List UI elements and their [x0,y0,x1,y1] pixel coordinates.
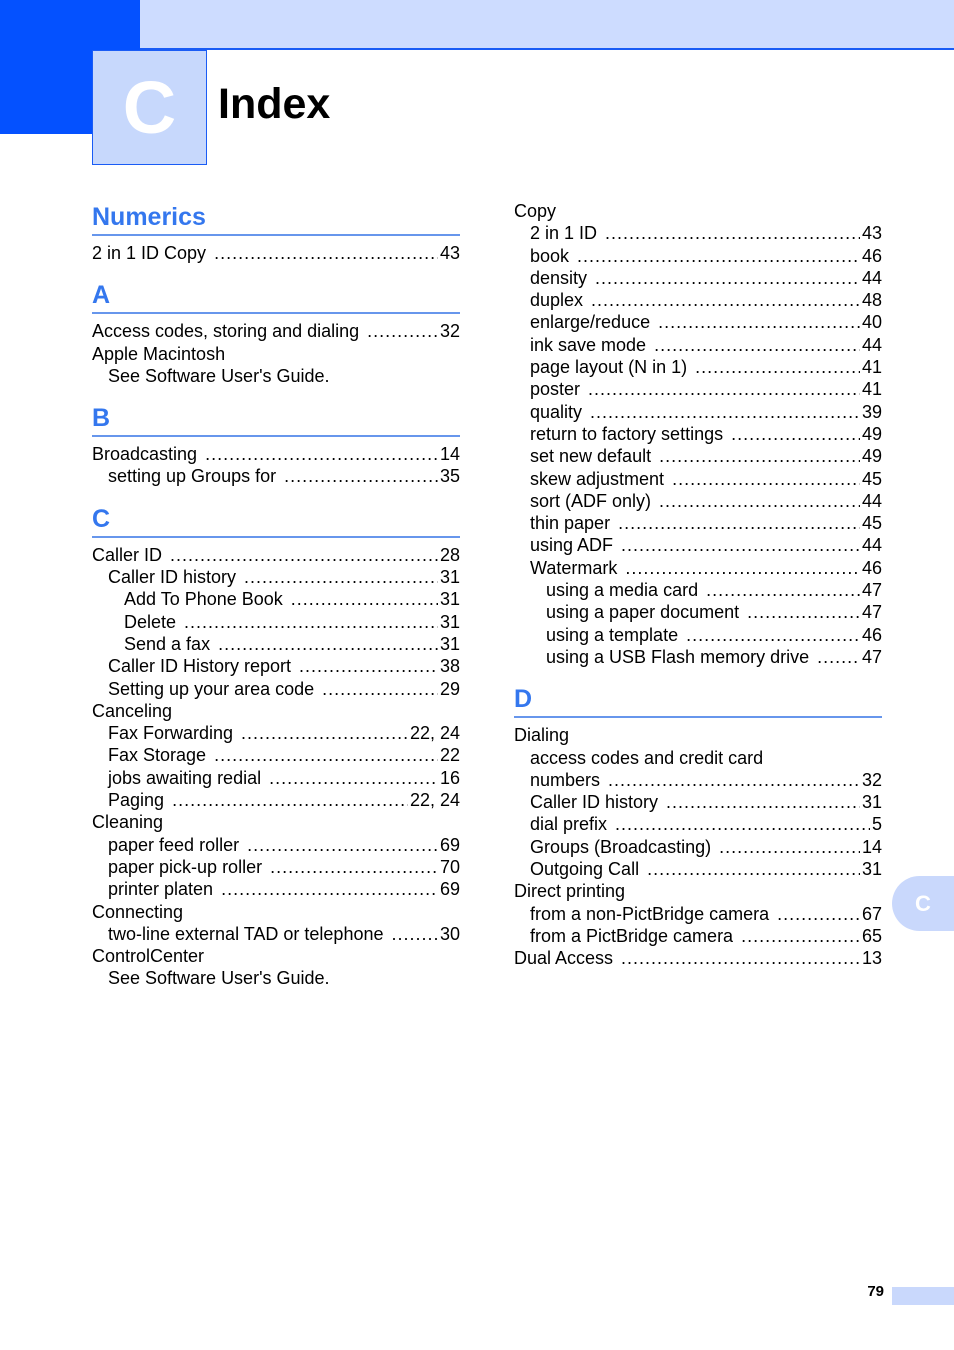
leader-dots [322,678,438,700]
index-entry [514,378,882,400]
entry-label: Caller ID history [530,792,659,813]
index-entry [514,579,882,601]
entry-label: Watermark [530,557,618,578]
entry-page: 31 [439,611,460,632]
index-entry [514,836,882,858]
entry-page: 43 [439,243,460,263]
index-entry [514,624,882,646]
leader-dots [247,834,438,856]
index-entry [514,534,882,556]
index-entry [514,512,882,534]
entry-page: 45 [861,513,882,534]
section-heading: B [92,401,460,437]
index-entry [92,242,460,264]
index-entry [514,222,882,244]
leader-dots [621,947,860,969]
leader-dots [291,588,438,610]
entry-page: 47 [861,580,882,601]
chapter-box [92,50,207,165]
leader-dots [615,813,870,835]
entry-label: Dual Access [514,948,614,969]
index-entry [514,423,882,445]
leader-dots [391,923,437,945]
entry-label: 2 in 1 ID [530,223,598,244]
section-heading: D [514,682,882,718]
entry-label: dial prefix [530,814,608,835]
entry-page: 44 [861,490,882,511]
entry-label: jobs awaiting redial [108,767,262,788]
entry-label: paper feed roller [108,834,240,855]
entry-label: density [530,267,588,288]
leader-dots [608,769,860,791]
entry-label: paper pick-up roller [108,856,263,877]
index-entry [514,903,882,925]
index-entry [514,557,882,579]
index-entry [92,722,460,744]
index-entry [92,566,460,588]
index-entry [514,947,882,969]
entry-label: Groups (Broadcasting) [530,836,712,857]
index-entry [92,443,460,465]
entry-page: 46 [861,245,882,266]
index-entry [92,945,460,967]
leader-dots [659,445,860,467]
entry-page: 39 [861,401,882,422]
entry-label: See Software User's Guide. [108,365,330,386]
index-entry [92,789,460,811]
leader-dots [731,423,860,445]
entry-page: 44 [861,267,882,288]
leader-dots [170,544,438,566]
leader-dots [654,334,860,356]
entry-page: 69 [439,834,460,855]
index-entry [514,289,882,311]
entry-page: 14 [861,836,882,857]
leader-dots [706,579,860,601]
entry-label: enlarge/reduce [530,312,651,333]
entry-page: 49 [861,446,882,467]
entry-page: 30 [439,923,460,944]
entry-page: 38 [439,656,460,677]
leader-dots [299,655,438,677]
leader-dots [214,744,438,766]
header-band [0,0,954,49]
entry-label: numbers [530,769,601,790]
chapter-letter: C [122,65,177,149]
index-entry [514,791,882,813]
index-entry [514,267,882,289]
entry-label: using a template [546,624,679,645]
index-entry [514,401,882,423]
entry-page: 29 [439,678,460,699]
index-entry [92,744,460,766]
index-entry [92,588,460,610]
index-entry [92,834,460,856]
leader-dots [244,566,438,588]
index-entry [514,356,882,378]
index-entry [514,769,882,791]
entry-page: 43 [861,223,882,244]
entry-label: ControlCenter [92,946,205,967]
entry-label: Connecting [92,901,184,922]
entry-page: 13 [861,948,882,969]
entry-label: from a PictBridge camera [530,925,734,946]
page-title: Index [218,80,331,128]
entry-label: return to factory settings [530,423,724,444]
entry-page: 65 [861,925,882,946]
leader-dots [241,722,408,744]
index-entry [514,334,882,356]
leader-dots [367,320,438,342]
leader-dots [214,242,438,264]
index-entry [514,880,882,902]
index-entry [514,200,882,222]
section-heading: Numerics [92,200,460,236]
leader-dots [672,468,860,490]
entry-label: book [530,245,570,266]
entry-page: 22, 24 [409,723,460,744]
index-entry [92,343,460,365]
entry-page: 47 [861,646,882,667]
entry-label: Access codes, storing and dialing [92,321,360,342]
entry-label: Broadcasting [92,444,198,465]
leader-dots [218,633,438,655]
leader-dots [719,836,860,858]
index-entry [514,724,882,746]
leader-dots [172,789,408,811]
index-entry [92,811,460,833]
index-entry [514,245,882,267]
index-entry [92,611,460,633]
leader-dots [221,878,438,900]
index-entry [92,856,460,878]
entry-page: 31 [861,792,882,813]
entry-label: Copy [514,201,557,221]
page-number: 79 [867,1283,884,1300]
entry-label: Caller ID [92,544,163,565]
leader-dots [590,401,860,423]
entry-label: Caller ID History report [108,656,292,677]
leader-dots [577,245,860,267]
section-heading: A [92,278,460,314]
entry-label: 2 in 1 ID Copy [92,243,207,263]
leader-dots [741,925,860,947]
entry-page: 32 [439,321,460,342]
entry-page: 45 [861,468,882,489]
section-heading: C [92,502,460,538]
entry-label: setting up Groups for [108,466,277,487]
entry-label: Fax Storage [108,745,207,766]
entry-label: page layout (N in 1) [530,357,688,378]
entry-label: Direct printing [514,881,626,902]
entry-label: Cleaning [92,812,164,833]
entry-label: using a paper document [546,602,740,623]
entry-label: Add To Phone Book [124,589,283,610]
leader-dots [695,356,860,378]
page-number-bar [892,1287,954,1305]
entry-label: using ADF [530,535,614,556]
index-entry [92,767,460,789]
entry-label: Delete [124,611,177,632]
index-entry [514,646,882,668]
entry-label: poster [530,379,581,400]
entry-label: Paging [108,790,165,811]
leader-dots [666,791,860,813]
index-entry [92,700,460,722]
entry-page: 35 [439,466,460,487]
index-entry [92,465,460,487]
index-entry [514,813,882,835]
entry-page: 41 [861,357,882,378]
index-entry [92,901,460,923]
leader-dots [747,601,860,623]
index-entry [514,601,882,623]
index-entry [92,544,460,566]
entry-page: 5 [871,814,882,835]
entry-page: 14 [439,444,460,465]
entry-label: Apple Macintosh [92,343,226,364]
entry-page: 48 [861,290,882,311]
entry-page: 31 [861,859,882,880]
entry-page: 47 [861,602,882,623]
entry-label: Fax Forwarding [108,723,234,744]
index-column-right [514,200,882,970]
side-tab-letter: C [915,890,931,916]
index-entry [514,468,882,490]
entry-page: 41 [861,379,882,400]
side-chapter-tab [892,876,954,931]
leader-dots [658,311,860,333]
entry-page: 46 [861,624,882,645]
leader-dots [777,903,860,925]
entry-page: 67 [861,903,882,924]
entry-label: access codes and credit card [530,747,764,768]
entry-label: Send a fax [124,633,211,654]
leader-dots [284,465,438,487]
entry-label: skew adjustment [530,468,665,489]
entry-label: two-line external TAD or telephone [108,923,384,944]
leader-dots [817,646,860,668]
index-entry [514,445,882,467]
entry-page: 32 [861,769,882,790]
entry-label: Dialing [514,725,570,746]
index-entry [92,633,460,655]
leader-dots [588,378,860,400]
index-entry [92,655,460,677]
entry-page: 22, 24 [409,790,460,811]
entry-page: 31 [439,633,460,654]
entry-label: quality [530,401,583,422]
entry-label: Canceling [92,700,173,721]
entry-label: using a USB Flash memory drive [546,646,810,667]
entry-page: 28 [439,544,460,565]
entry-label: Setting up your area code [108,678,315,699]
entry-page: 70 [439,856,460,877]
leader-dots [269,767,438,789]
leader-dots [686,624,860,646]
entry-label: sort (ADF only) [530,490,652,511]
header-rule [140,48,954,50]
entry-label: thin paper [530,513,611,534]
entry-label: See Software User's Guide. [108,968,330,989]
leader-dots [621,534,860,556]
index-entry [514,311,882,333]
index-entry [92,878,460,900]
entry-page: 31 [439,589,460,610]
index-entry [514,747,882,769]
index-entry [92,923,460,945]
leader-dots [647,858,860,880]
entry-label: using a media card [546,580,699,601]
entry-label: ink save mode [530,334,647,355]
index-entry [92,967,460,989]
entry-label: duplex [530,290,584,311]
index-column-left [92,200,460,990]
entry-page: 46 [861,557,882,578]
index-entry [514,925,882,947]
entry-label: printer platen [108,879,214,900]
leader-dots [605,222,860,244]
leader-dots [659,490,860,512]
index-entry [514,858,882,880]
index-entry [92,365,460,387]
index-entry [514,490,882,512]
entry-page: 44 [861,535,882,556]
entry-label: Caller ID history [108,567,237,588]
entry-page: 16 [439,767,460,788]
leader-dots [618,512,860,534]
entry-page: 69 [439,879,460,900]
index-entry [92,320,460,342]
leader-dots [625,557,860,579]
leader-dots [184,611,438,633]
entry-page: 44 [861,334,882,355]
leader-dots [591,289,860,311]
entry-label: from a non-PictBridge camera [530,903,770,924]
entry-label: set new default [530,446,652,467]
entry-page: 31 [439,567,460,588]
leader-dots [205,443,438,465]
entry-page: 40 [861,312,882,333]
index-entry [92,678,460,700]
entry-page: 49 [861,423,882,444]
entry-page: 22 [439,745,460,766]
leader-dots [270,856,438,878]
leader-dots [595,267,860,289]
entry-label: Outgoing Call [530,859,640,880]
